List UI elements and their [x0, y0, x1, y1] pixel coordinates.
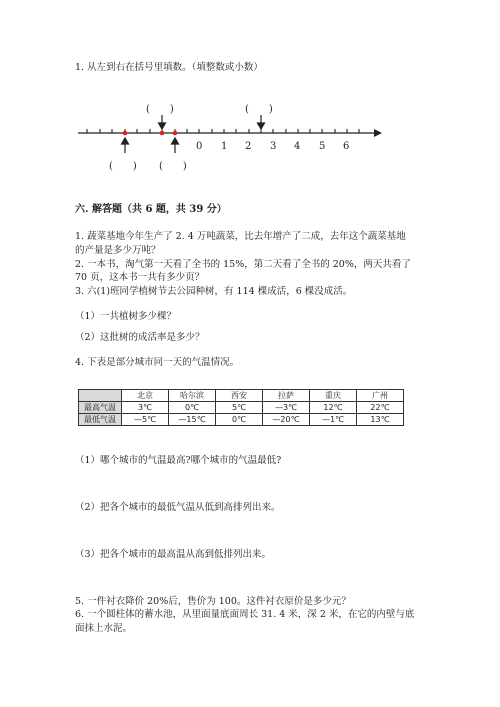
table-row: [79, 402, 404, 414]
table-cell: 3℃: [122, 402, 169, 414]
problem-5-line-1: 5. 一件衬衣降价 20%后，售价为 100。这件衬衣原价是多少元？: [75, 596, 351, 607]
problem-1-line-2: 的产量是多少万吨？: [75, 245, 161, 256]
problem-6-line-1: 6. 一个圆柱体的蓄水池，从里面量底面周长 31. 4 米，深 2 米，在它的内壁与底: [75, 609, 415, 620]
question-1-title: 1. 从左到右在括号里填数。（填整数或小数）: [75, 62, 263, 73]
table-row-header: 最高气温: [79, 402, 122, 414]
table-cell: 0℃: [216, 414, 263, 426]
table-cell: —1℃: [310, 414, 357, 426]
table-header-cell: 哈尔滨: [169, 390, 216, 402]
arrow-up-a-icon: [122, 138, 129, 144]
table-header-row: [79, 390, 404, 402]
table-header-cell: 拉萨: [263, 390, 310, 402]
marker-point-c: [173, 131, 178, 136]
problem-2-line-1: 2. 一本书，淘气第一天看了全书的 15%，第二天看了全书的 20%，两天共看了: [75, 259, 411, 270]
table-header-cell: 北京: [122, 390, 169, 402]
problem-4-line-1: 4. 下表是部分城市同一天的气温情况。: [75, 357, 240, 368]
problem-4-sub-3: （3）把各个城市的最高温从高到低排列出来。: [75, 549, 272, 560]
table-cell: 22℃: [357, 402, 404, 414]
section-title: 六. 解答题（共 6 题，共 39 分）: [75, 204, 227, 215]
answer-blank-top-2: ( ): [245, 104, 273, 115]
table-row: [79, 414, 404, 426]
arrow-down-b-icon: [159, 123, 166, 129]
table-cell: 12℃: [310, 402, 357, 414]
table-header-cell: 广州: [357, 390, 404, 402]
tick-label: 0: [196, 141, 203, 152]
table-cell: 0℃: [169, 402, 216, 414]
table-header-cell: 重庆: [310, 390, 357, 402]
tick-label: 2: [245, 141, 252, 152]
table-cell: 5℃: [216, 402, 263, 414]
table-corner-cell: [79, 390, 122, 402]
marker-point-b: [160, 131, 165, 136]
table-cell: —20℃: [263, 414, 310, 426]
tick-label: 3: [270, 141, 277, 152]
problem-1-line-1: 1. 蔬菜基地今年生产了 2. 4 万吨蔬菜，比去年增产了二成，去年这个蔬菜基地: [75, 231, 406, 242]
problem-3-sub-1: （1）一共植树多少棵？: [75, 311, 177, 322]
tick-label: 6: [343, 141, 350, 152]
table-cell: —3℃: [263, 402, 310, 414]
tick-label: 4: [294, 141, 301, 152]
problem-3-line-1: 3. 六(1)班同学植树节去公园种树，有 114 棵成活，6 棵没成活。: [75, 286, 353, 297]
marker-point-a: [123, 131, 128, 136]
problem-2-line-2: 70 页，这本书一共有多少页？: [75, 272, 205, 283]
number-line-arrow-icon: [374, 129, 382, 137]
problem-6-line-2: 面抹上水泥。: [75, 623, 133, 634]
temperature-table: [78, 389, 404, 426]
table-row-header: 最低气温: [79, 414, 122, 426]
problem-4-sub-1: （1）哪个城市的气温最高?哪个城市的气温最低?: [75, 455, 282, 466]
table-cell: —15℃: [169, 414, 216, 426]
answer-blank-bottom-1: ( ): [109, 161, 137, 172]
table-cell: —5℃: [122, 414, 169, 426]
tick-label: 5: [319, 141, 326, 152]
table-header-cell: 西安: [216, 390, 263, 402]
table-cell: 13℃: [357, 414, 404, 426]
arrow-up-c-icon: [172, 138, 179, 144]
arrow-down-d-icon: [258, 123, 265, 129]
answer-blank-top-1: ( ): [146, 104, 174, 115]
tick-label: 1: [221, 141, 228, 152]
answer-blank-bottom-2: ( ): [159, 161, 187, 172]
problem-4-sub-2: （2）把各个城市的最低气温从低到高排列出来。: [75, 502, 281, 513]
problem-3-sub-2: （2）这批树的成活率是多少？: [75, 332, 205, 343]
number-line: [0, 95, 500, 185]
